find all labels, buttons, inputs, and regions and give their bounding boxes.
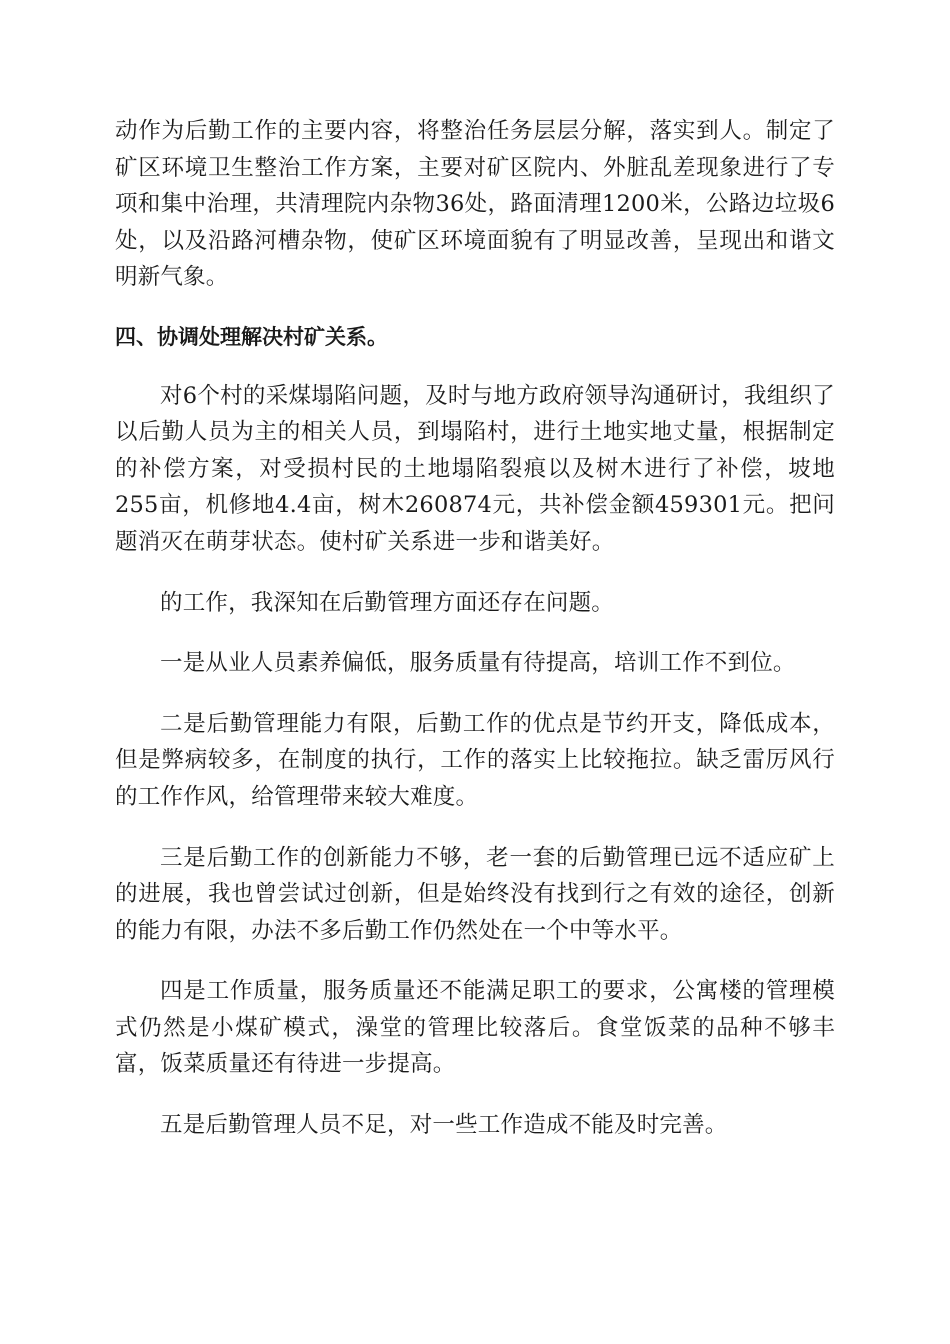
- paragraph-environment-cleanup: 动作为后勤工作的主要内容，将整治任务层层分解，落实到人。制定了矿区环境卫生整治工作方案，主要对矿区院内、外脏乱差现象进行了专项和集中治理，共清理院内杂物36处，路面清理1200米，公路边垃圾6处，以及沿路河槽杂物，使矿区环境面貌有了明显改善，呈现出和谐文明新气象。: [115, 118, 835, 291]
- paragraph-subsidence-compensation: 对6个村的采煤塌陷问题，及时与地方政府领导沟通研讨，我组织了以后勤人员为主的相关人员，到塌陷村，进行土地实地丈量，根据制定的补偿方案，对受损村民的土地塌陷裂痕以及树木进行了补偿，坡地255亩，机修地4.4亩，树木260874元，共补偿金额459301元。把问题消灭在萌芽状态。使村矿关系进一步和谐美好。: [115, 382, 835, 555]
- document-page: [115, 113, 835, 1144]
- paragraph-problem-three: 三是后勤工作的创新能力不够，老一套的后勤管理已远不适应矿上的进展，我也曾尝试过创新，但是始终没有找到行之有效的途径，创新的能力有限，办法不多后勤工作仍然处在一个中等水平。: [115, 844, 835, 944]
- paragraph-problem-two: 二是后勤管理能力有限，后勤工作的优点是节约开支，降低成本，但是弊病较多，在制度的执行，工作的落实上比较拖拉。缺乏雷厉风行的工作作风，给管理带来较大难度。: [115, 710, 835, 810]
- paragraph-problem-five: 五是后勤管理人员不足，对一些工作造成不能及时完善。: [160, 1112, 728, 1139]
- paragraph-problem-one: 一是从业人员素养偏低，服务质量有待提高，培训工作不到位。: [160, 650, 796, 677]
- paragraph-problem-four: 四是工作质量，服务质量还不能满足职工的要求，公寓楼的管理模式仍然是小煤矿模式，澡堂的管理比较落后。食堂饭菜的品种不够丰富，饭菜质量还有待进一步提高。: [115, 978, 835, 1078]
- section-heading-village-mine-relations: 四、协调处理解决村矿关系。: [115, 324, 388, 349]
- paragraph-problems-intro: 的工作，我深知在后勤管理方面还存在问题。: [160, 589, 615, 616]
